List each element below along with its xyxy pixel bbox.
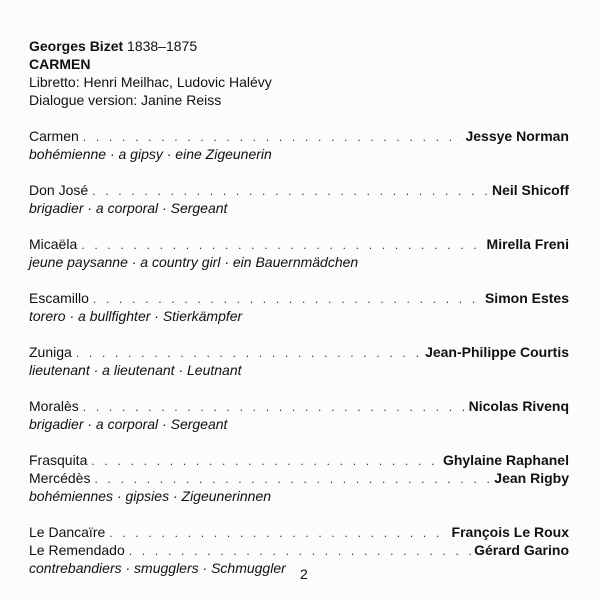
dot-leader [83, 398, 467, 415]
role-row [29, 451, 569, 469]
libretto-credit: Libretto: Henri Meilhac, Ludovic Halévy [29, 74, 272, 90]
dot-leader [94, 470, 492, 487]
opera-title: CARMEN [29, 56, 91, 72]
role-description: contrebandiers · smugglers · Schmuggler [29, 560, 286, 576]
role-description: bohémiennes · gipsies · Zigeunerinnen [29, 488, 272, 504]
role-name: Le Dancaïre [29, 524, 106, 540]
singer-name: Gérard Garino [474, 542, 569, 558]
singer-name: Simon Estes [484, 290, 569, 306]
role-description: brigadier · a corporal · Sergeant [29, 416, 228, 432]
cast-list-page [29, 37, 569, 577]
dot-leader [81, 236, 484, 253]
role-row [29, 541, 569, 559]
role-block [29, 289, 569, 325]
singer-name: Neil Shicoff [491, 182, 569, 198]
role-block [29, 451, 569, 505]
role-block [29, 181, 569, 217]
dot-leader [92, 182, 490, 199]
role-row [29, 397, 569, 415]
role-row [29, 523, 569, 541]
composer-dates: 1838–1875 [127, 38, 198, 54]
role-block [29, 127, 569, 163]
dot-leader [83, 128, 464, 145]
page-number: 2 [300, 566, 308, 582]
role-description: brigadier · a corporal · Sergeant [29, 200, 228, 216]
dot-leader [109, 524, 449, 541]
dot-leader [129, 542, 472, 559]
role-row [29, 343, 569, 361]
singer-name: Ghylaine Raphanel [442, 452, 569, 468]
role-row [29, 181, 569, 199]
role-name: Micaëla [29, 236, 78, 252]
role-row [29, 235, 569, 253]
role-description: bohémienne · a gipsy · eine Zigeunerin [29, 146, 272, 162]
role-block [29, 343, 569, 379]
role-name: Carmen [29, 128, 79, 144]
composer-line [29, 37, 569, 55]
dot-leader [76, 344, 423, 361]
role-row [29, 469, 569, 487]
role-name: Don José [29, 182, 89, 198]
role-block [29, 523, 569, 577]
singer-name: Nicolas Rivenq [468, 398, 569, 414]
role-name: Zuniga [29, 344, 72, 360]
cast-list [29, 127, 569, 577]
role-name: Mercédès [29, 470, 91, 486]
singer-name: François Le Roux [451, 524, 569, 540]
role-description: torero · a bullfighter · Stierkämpfer [29, 308, 243, 324]
role-name: Escamillo [29, 290, 89, 306]
role-row [29, 127, 569, 145]
dot-leader [93, 290, 483, 307]
role-name: Le Remendado [29, 542, 125, 558]
dialogue-credit: Dialogue version: Janine Reiss [29, 92, 222, 108]
composer-name: Georges Bizet [29, 38, 124, 54]
dot-leader [91, 452, 441, 469]
singer-name: Jean Rigby [494, 470, 569, 486]
role-description: lieutenant · a lieutenant · Leutnant [29, 362, 242, 378]
singer-name: Mirella Freni [486, 236, 569, 252]
singer-name: Jessye Norman [465, 128, 569, 144]
role-block [29, 235, 569, 271]
role-description: jeune paysanne · a country girl · ein Bauernmädchen [29, 254, 359, 270]
role-name: Frasquita [29, 452, 88, 468]
role-name: Moralès [29, 398, 79, 414]
role-block [29, 397, 569, 433]
role-row [29, 289, 569, 307]
singer-name: Jean-Philippe Courtis [425, 344, 569, 360]
